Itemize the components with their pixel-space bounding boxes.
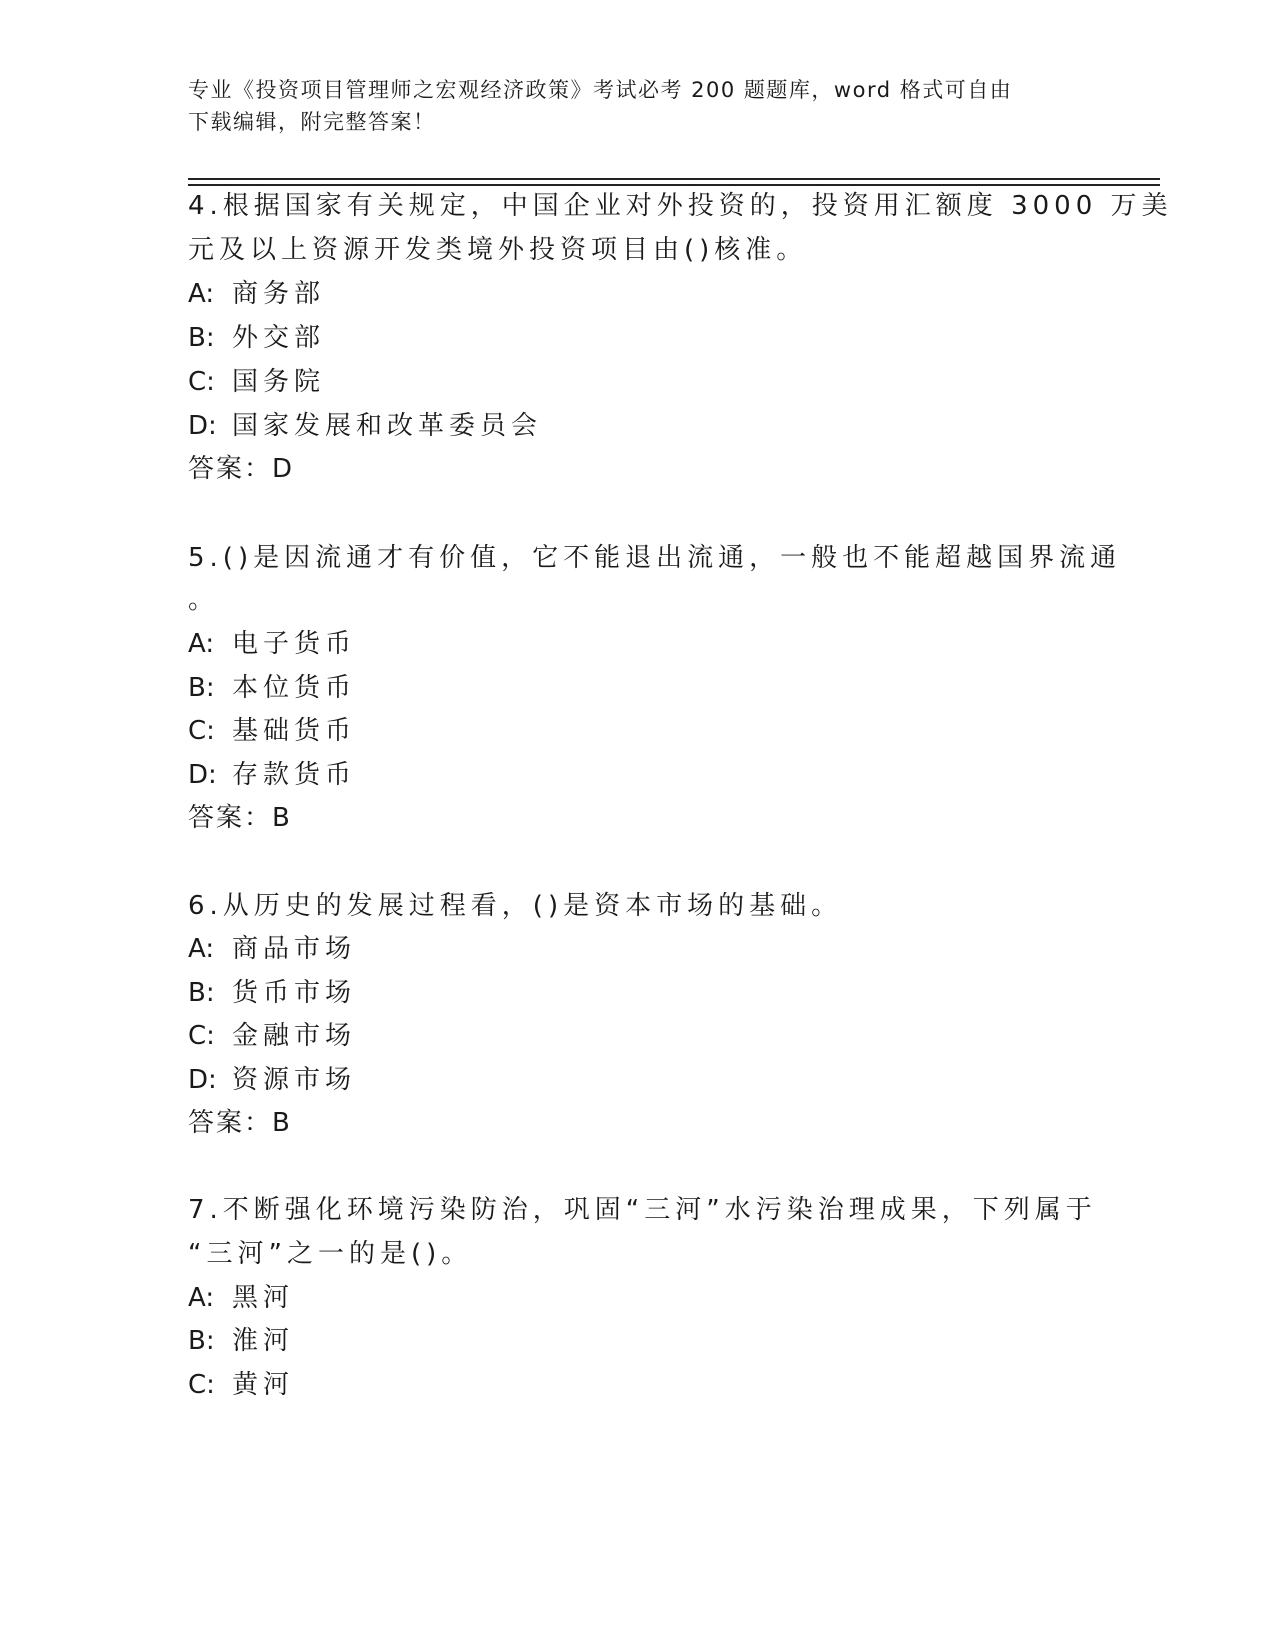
option-letter: B: — [188, 978, 215, 1008]
question-6-option-b — [188, 970, 356, 1016]
question-5-option-c — [188, 708, 356, 754]
option-letter: A: — [188, 629, 215, 659]
question-7-text-line-2: “三河”之一的是()。 — [188, 1239, 473, 1269]
question-6-option-d — [188, 1057, 356, 1103]
option-letter: C: — [188, 1021, 215, 1051]
option-letter: B: — [188, 673, 215, 703]
option-letter: C: — [188, 367, 215, 397]
option-letter: D: — [188, 760, 217, 790]
option-text: 淮河 — [232, 1326, 295, 1356]
option-letter: C: — [188, 716, 215, 746]
option-letter: A: — [188, 1283, 215, 1313]
option-text: 国家发展和改革委员会 — [232, 411, 543, 441]
question-6-option-a — [188, 926, 356, 972]
question-5-answer: 答案：B — [188, 803, 292, 833]
question-7-option-a — [188, 1275, 294, 1321]
option-letter: B: — [188, 323, 215, 353]
question-5-text-line-1: 5.()是因流通才有价值，它不能退出流通，一般也不能超越国界流通 — [188, 543, 1122, 573]
question-4-text-line-1: 4.根据国家有关规定，中国企业对外投资的，投资用汇额度 3000 万美 — [188, 191, 1173, 221]
option-letter: C: — [188, 1370, 215, 1400]
question-6-answer: 答案：B — [188, 1108, 292, 1138]
question-7-option-c — [188, 1362, 294, 1408]
option-letter: B: — [188, 1326, 215, 1356]
question-4-option-b — [188, 315, 325, 361]
option-text: 本位货币 — [232, 673, 357, 703]
header-divider-top — [188, 178, 1160, 180]
question-7-text-line-1: 7.不断强化环境污染防治，巩固“三河”水污染治理成果，下列属于 — [188, 1195, 1097, 1225]
document-header — [188, 74, 1088, 138]
option-letter: A: — [188, 279, 215, 309]
option-text: 基础货币 — [232, 716, 357, 746]
option-letter: D: — [188, 411, 217, 441]
question-5-option-d — [188, 752, 356, 798]
option-text: 国务院 — [232, 367, 326, 397]
question-5-option-b — [188, 665, 356, 711]
option-letter: D: — [188, 1065, 217, 1095]
question-7-option-b — [188, 1318, 294, 1364]
option-letter: A: — [188, 934, 215, 964]
question-5-text-line-2: 。 — [188, 585, 220, 615]
option-text: 存款货币 — [232, 760, 357, 790]
option-text: 黄河 — [232, 1370, 295, 1400]
question-4-answer: 答案：D — [188, 454, 295, 484]
option-text: 商品市场 — [232, 934, 357, 964]
question-4-text-line-2: 元及以上资源开发类境外投资项目由()核准。 — [188, 235, 808, 265]
question-4-option-d — [188, 403, 542, 449]
option-text: 货币市场 — [232, 978, 357, 1008]
option-text: 资源市场 — [232, 1065, 357, 1095]
question-4-option-c — [188, 359, 325, 405]
option-text: 金融市场 — [232, 1021, 357, 1051]
option-text: 黑河 — [232, 1283, 295, 1313]
question-6-text-line-1: 6.从历史的发展过程看，()是资本市场的基础。 — [188, 891, 843, 921]
question-5-option-a — [188, 621, 356, 667]
header-line-2: 下载编辑，附完整答案！ — [188, 110, 436, 134]
option-text: 外交部 — [232, 323, 326, 353]
option-text: 电子货币 — [232, 629, 357, 659]
header-line-1: 专业《投资项目管理师之宏观经济政策》考试必考 200 题题库，word 格式可自由 — [188, 78, 1013, 102]
option-text: 商务部 — [232, 279, 326, 309]
question-4-option-a — [188, 271, 325, 317]
question-6-option-c — [188, 1013, 356, 1059]
